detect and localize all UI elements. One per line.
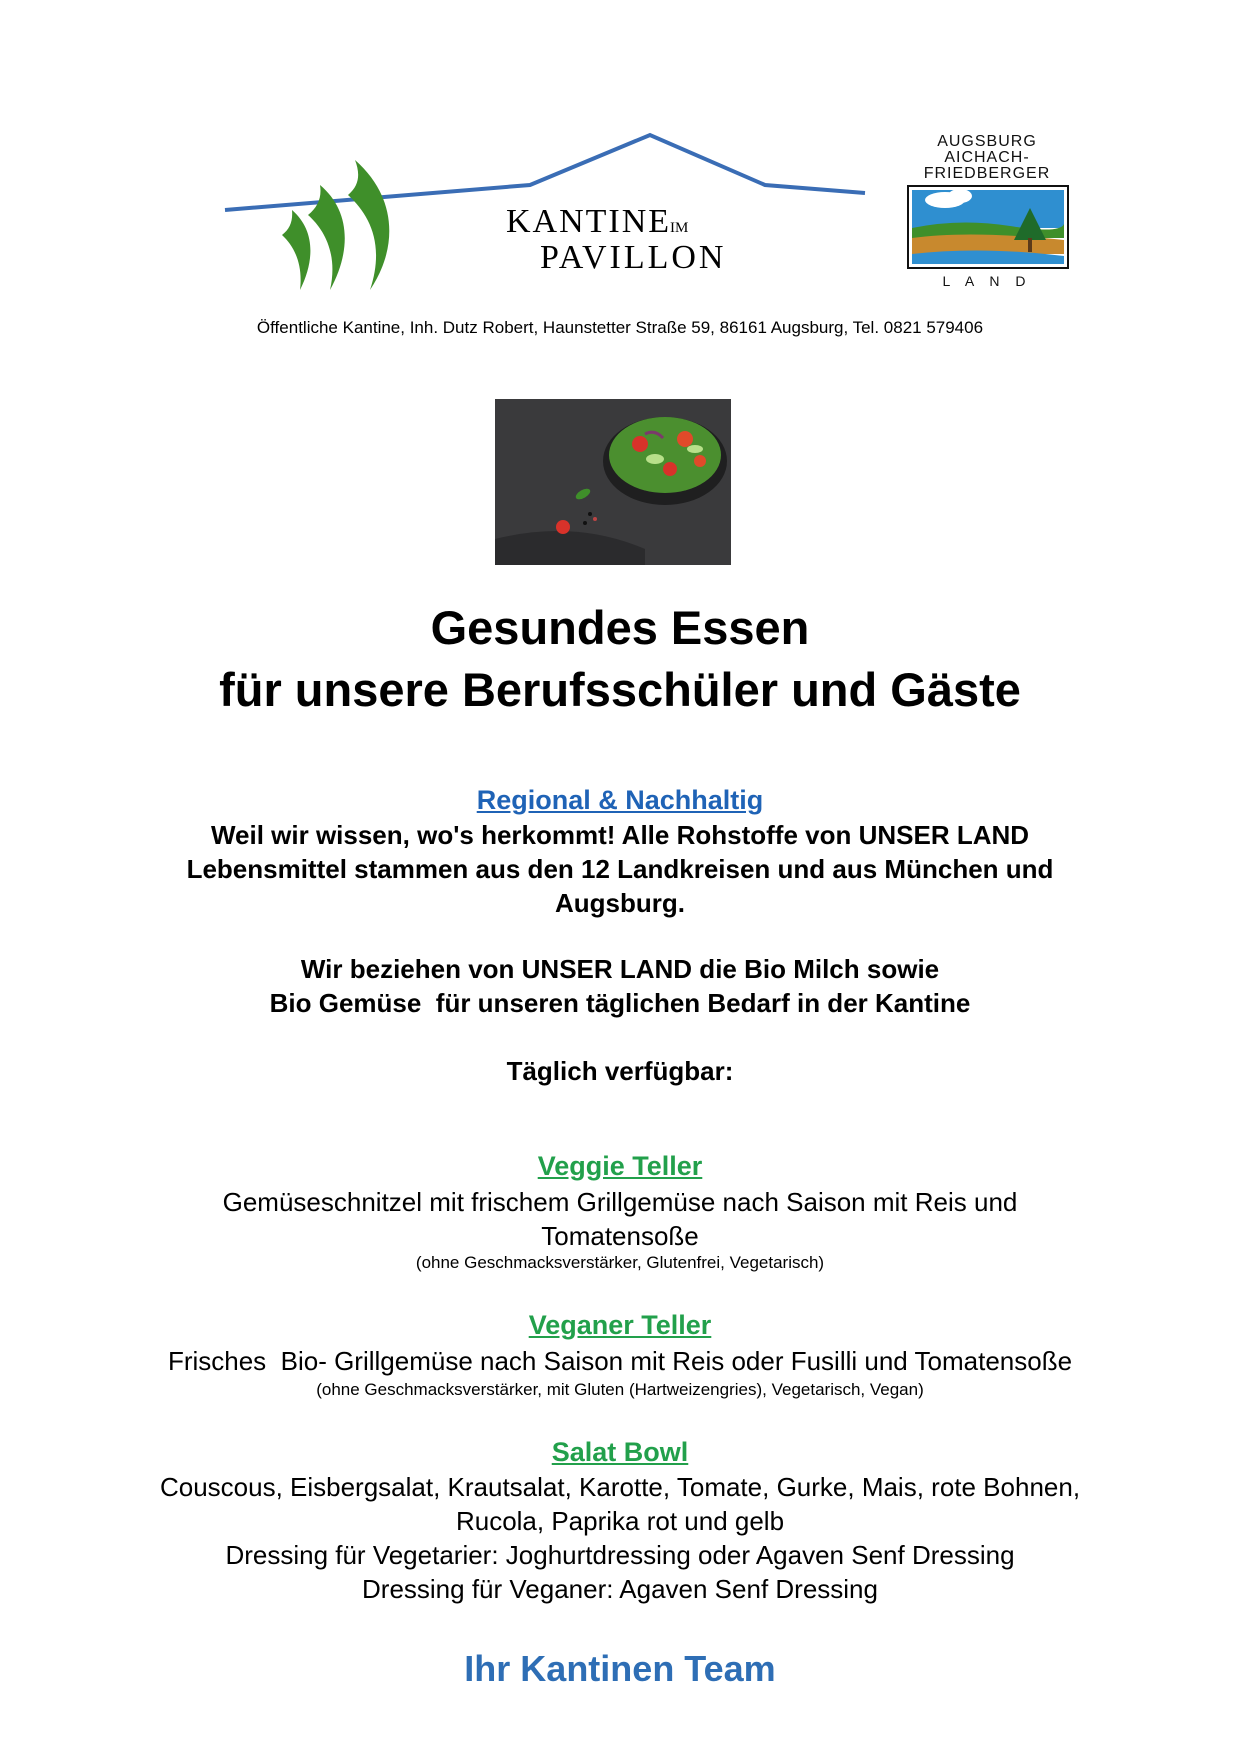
signature: Ihr Kantinen Team	[464, 1648, 776, 1689]
veggie-line-2: Tomatensoße	[541, 1221, 699, 1251]
kantine-im-pavillon-logo	[220, 125, 870, 300]
salad-line-2: Rucola, Paprika rot und gelb	[455, 1506, 785, 1536]
regional-line-3: Augsburg.	[555, 888, 685, 918]
milk-line-2: Bio Gemüse für unseren täglichen Bedarf in der Kantine	[269, 988, 971, 1018]
headline-line-2: für unsere Berufsschüler und Gäste	[219, 663, 1021, 716]
veggie-line-1: Gemüseschnitzel mit frischem Grillgemüse nach Saison mit Reis und	[222, 1187, 1018, 1217]
logo-augsburg-text: AUGSBURG	[937, 133, 1037, 150]
salad-bowl-photo	[495, 399, 731, 565]
milk-text	[0, 952, 1240, 1020]
vegan-description: Frisches Bio- Grillgemüse nach Saison mit Reis oder Fusilli und Tomatensoße	[167, 1346, 1073, 1376]
logo-aichach-text: AICHACH-	[944, 149, 1030, 166]
logo-friedberger-text: FRIEDBERGER	[923, 165, 1051, 182]
salad-line-4: Dressing für Veganer: Agaven Senf Dressing	[362, 1574, 878, 1604]
regional-title	[0, 785, 1240, 816]
daily-available-label: Täglich verfügbar:	[506, 1056, 734, 1086]
salad-description	[0, 1470, 1240, 1606]
regional-line-2: Lebensmittel stammen aus den 12 Landkreisen und aus München und	[186, 854, 1054, 884]
veggie-title	[0, 1151, 1240, 1182]
regional-text	[0, 818, 1240, 920]
veggie-note: (ohne Geschmacksverstärker, Glutenfrei, Vegetarisch)	[415, 1253, 825, 1272]
regional-title-text: Regional & Nachhaltig	[476, 785, 764, 815]
regional-line-1: Weil wir wissen, wo's herkommt! Alle Rohstoffe von UNSER LAND	[210, 820, 1030, 850]
flame-icon	[282, 160, 389, 290]
salad-line-3: Dressing für Vegetarier: Joghurtdressing oder Agaven Senf Dressing	[225, 1540, 1015, 1570]
vegan-title-text: Veganer Teller	[528, 1310, 712, 1340]
vegan-title	[0, 1310, 1240, 1341]
logo-land-text: L A N D	[942, 273, 1032, 289]
landscape-icon	[908, 186, 1068, 268]
unser-land-logo	[900, 130, 1075, 290]
salad-line-1: Couscous, Eisbergsalat, Krautsalat, Karotte, Tomate, Gurke, Mais, rote Bohnen,	[159, 1472, 1081, 1502]
vegan-note: (ohne Geschmacksverstärker, mit Gluten (Hartweizengries), Vegetarisch, Vegan)	[316, 1380, 924, 1399]
logo-im-text: IM	[670, 220, 689, 236]
headline-line-1: Gesundes Essen	[430, 601, 810, 654]
salad-title	[0, 1437, 1240, 1468]
logo-pavillon-text: PAVILLON	[540, 239, 727, 276]
veggie-title-text: Veggie Teller	[537, 1151, 703, 1181]
veggie-description	[0, 1185, 1240, 1253]
logo-kantine-text: KANTINE	[506, 203, 672, 240]
milk-line-1: Wir beziehen von UNSER LAND die Bio Milch sowie	[300, 954, 940, 984]
salad-title-text: Salat Bowl	[551, 1437, 689, 1467]
address-line: Öffentliche Kantine, Inh. Dutz Robert, Haunstetter Straße 59, 86161 Augsburg, Tel. 0821 579406	[256, 318, 984, 337]
